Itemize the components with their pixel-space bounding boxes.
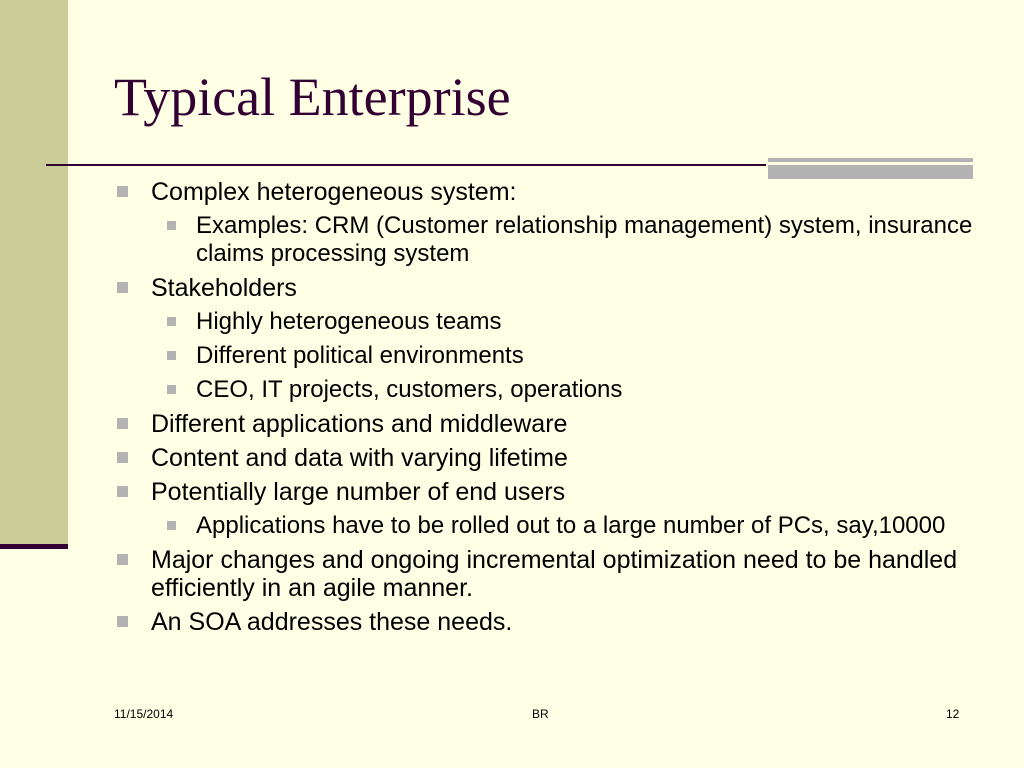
- bullet-applications: [0, 410, 1024, 438]
- decorative-bar-bottom: [768, 165, 973, 179]
- bullet-text: Stakeholders: [151, 274, 297, 302]
- bullet-content: [0, 444, 1024, 472]
- bullet-text: An SOA addresses these needs.: [151, 608, 513, 636]
- sub-bullet-teams: [0, 308, 1024, 336]
- decorative-bar-top: [768, 158, 973, 162]
- footer-author: BR: [532, 707, 549, 721]
- square-bullet-icon: [117, 554, 128, 565]
- bullet-text: Applications have to be rolled out to a large number of PCs, say,10000: [196, 512, 946, 539]
- bullet-text: Different applications and middleware: [151, 410, 568, 438]
- square-bullet-icon: [167, 521, 176, 530]
- bullet-end-users: [0, 478, 1024, 506]
- square-bullet-icon: [117, 486, 128, 497]
- square-bullet-icon: [167, 317, 176, 326]
- square-bullet-icon: [167, 351, 176, 360]
- bullet-stakeholders: [0, 274, 1024, 302]
- square-bullet-icon: [117, 186, 128, 197]
- square-bullet-icon: [117, 282, 128, 293]
- bullet-complex-system: [0, 178, 1024, 206]
- bullet-text: Highly heterogeneous teams: [196, 308, 502, 335]
- square-bullet-icon: [117, 616, 128, 627]
- square-bullet-icon: [167, 221, 176, 230]
- bullet-text: Major changes and ongoing incremental optimization need to be handled efficiently in an agile manner.: [151, 546, 958, 602]
- bullet-text: Potentially large number of end users: [151, 478, 566, 506]
- sub-bullet-examples: [0, 212, 1024, 268]
- sub-bullet-rollout: [0, 512, 1024, 540]
- slide-title: Typical Enterprise: [114, 67, 511, 127]
- slide-number: 12: [946, 707, 960, 721]
- sub-bullet-political: [0, 342, 1024, 370]
- bullet-soa: [0, 608, 1024, 636]
- square-bullet-icon: [167, 385, 176, 394]
- sub-bullet-ceo: [0, 376, 1024, 404]
- bullet-text: Complex heterogeneous system:: [151, 178, 517, 206]
- square-bullet-icon: [117, 452, 128, 463]
- bullet-text: Examples: CRM (Customer relationship management) system, insurance claims processing system: [196, 212, 973, 267]
- bullet-text: CEO, IT projects, customers, operations: [196, 376, 623, 403]
- title-divider: [46, 164, 766, 166]
- square-bullet-icon: [117, 418, 128, 429]
- bullet-text: Different political environments: [196, 342, 524, 369]
- bullet-list: [0, 178, 1024, 636]
- footer-date: 11/15/2014: [114, 707, 174, 721]
- bullet-major-changes: [0, 546, 1024, 602]
- bullet-text: Content and data with varying lifetime: [151, 444, 568, 472]
